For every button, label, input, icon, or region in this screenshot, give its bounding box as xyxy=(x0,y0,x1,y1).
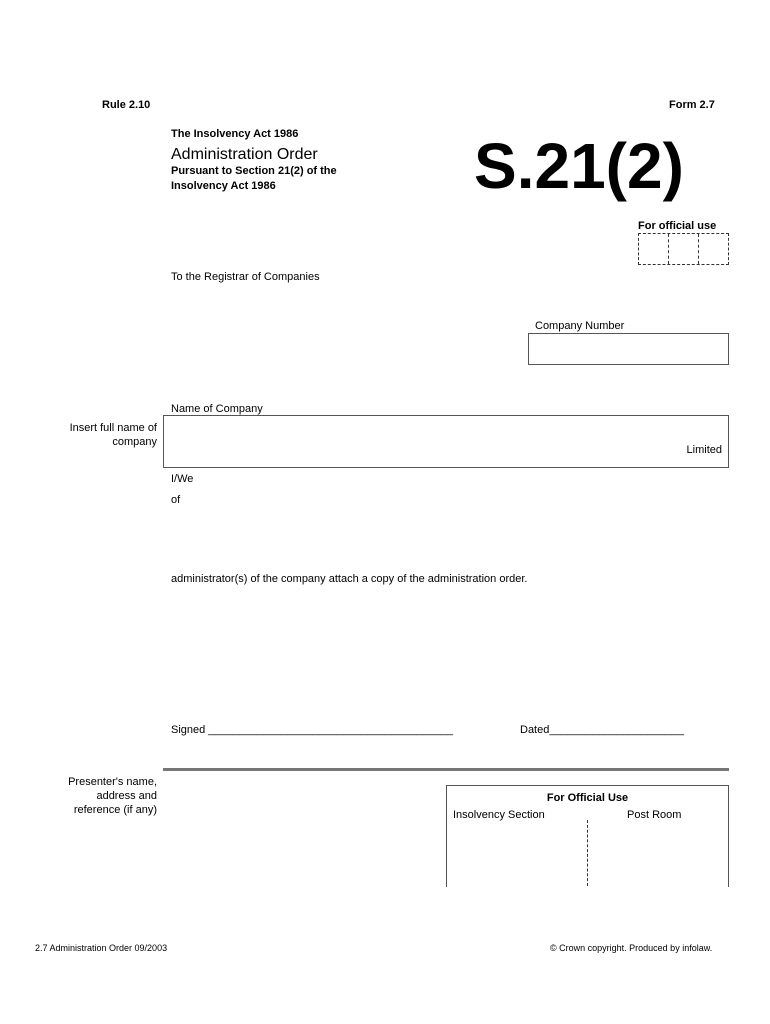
separator-rule xyxy=(163,768,729,771)
signature-line[interactable]: Signed ________________________________________ xyxy=(171,724,454,736)
side-note-line2: company xyxy=(112,436,157,448)
presenter-line3: reference (if any) xyxy=(73,804,157,816)
of-label: of xyxy=(171,494,181,506)
presenter-line1: Presenter's name, xyxy=(68,776,157,788)
official-use-boxes[interactable] xyxy=(638,233,729,265)
side-note-line1: Insert full name of xyxy=(69,422,157,434)
presenter-line2: address and xyxy=(96,790,157,802)
section-code: S.21(2) xyxy=(474,130,684,202)
company-name-label: Name of Company xyxy=(171,403,263,415)
form-number: Form 2.7 xyxy=(669,99,715,111)
official-use-title: For Official Use xyxy=(546,792,629,804)
statement-text: administrator(s) of the company attach a copy of the administration order. xyxy=(171,573,528,585)
form-subtitle-line1: Pursuant to Section 21(2) of the xyxy=(171,165,337,177)
company-name-field[interactable] xyxy=(163,415,729,468)
rule-number: Rule 2.10 xyxy=(102,99,151,111)
limited-suffix: Limited xyxy=(686,444,722,456)
official-use-label: For official use xyxy=(638,220,717,232)
iwe-label: I/We xyxy=(171,473,194,485)
official-use-divider xyxy=(698,234,699,264)
act-name: The Insolvency Act 1986 xyxy=(171,128,299,140)
official-use-box xyxy=(446,785,729,887)
post-room-label: Post Room xyxy=(627,809,682,821)
company-number-field[interactable] xyxy=(528,333,729,365)
footer-left: 2.7 Administration Order 09/2003 xyxy=(35,943,168,953)
official-use-column-divider xyxy=(587,820,588,886)
date-line[interactable]: Dated______________________ xyxy=(520,724,684,736)
footer-copyright: © Crown copyright. Produced by infolaw. xyxy=(550,943,713,953)
registrar-line: To the Registrar of Companies xyxy=(171,271,320,283)
official-use-divider xyxy=(668,234,669,264)
company-number-label: Company Number xyxy=(535,320,625,332)
insolvency-section-label: Insolvency Section xyxy=(453,809,545,821)
form-subtitle-line2: Insolvency Act 1986 xyxy=(171,180,276,192)
form-title: Administration Order xyxy=(171,146,318,163)
